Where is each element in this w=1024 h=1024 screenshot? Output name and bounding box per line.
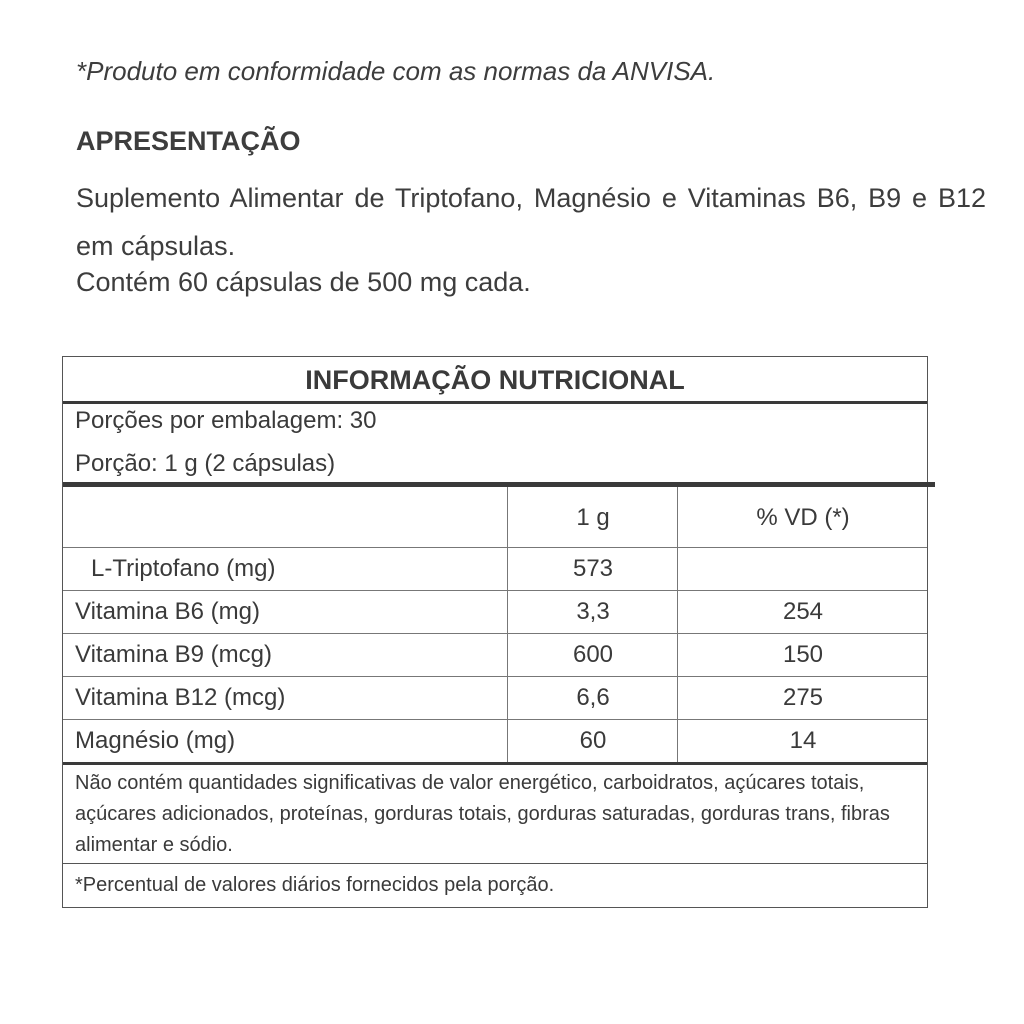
table-row-amount: 6,6 (576, 684, 610, 711)
table-row-dv: 150 (782, 641, 824, 668)
table-row-amount: 3,3 (576, 598, 610, 625)
dv-footnote: *Percentual de valores diários fornecidos pela porção. (75, 874, 555, 896)
presentation-contents: Contém 60 cápsulas de 500 mg cada. (76, 267, 531, 297)
nutrition-facts-table (62, 356, 928, 908)
presentation-heading: APRESENTAÇÃO (76, 126, 301, 156)
column-header-dv: % VD (*) (756, 504, 850, 531)
table-row-name: Vitamina B9 (mcg) (75, 641, 272, 668)
table-row-name: Vitamina B12 (mcg) (75, 684, 286, 711)
table-row-name: L-Triptofano (mg) (91, 555, 276, 582)
anvisa-disclaimer: *Produto em conformidade com as normas da ANVISA. (76, 56, 716, 86)
table-row-name: Vitamina B6 (mg) (75, 598, 260, 625)
table-row-name: Magnésio (mg) (75, 727, 236, 754)
table-row-dv: 275 (782, 684, 824, 711)
not-significant-note: Não contém quantidades significativas de valor energético, carboidratos, açúcares totais, açúcares adicionados, proteínas, gorduras totais, gorduras saturadas, gorduras trans, fibras alimentar e sódio. (75, 772, 890, 856)
table-row-dv: 254 (782, 598, 824, 625)
serving-size: Porção: 1 g (2 cápsulas) (75, 450, 336, 477)
table-row-amount: 60 (579, 727, 607, 754)
serving-divider (63, 482, 935, 487)
column-header-amount: 1 g (576, 504, 610, 531)
nutrition-title: INFORMAÇÃO NUTRICIONAL (305, 365, 685, 395)
row-divider (63, 863, 927, 864)
servings-per-package: Porções por embalagem: 30 (75, 407, 377, 434)
title-divider (63, 401, 927, 404)
table-row-amount: 600 (572, 641, 614, 668)
table-row-amount: 573 (572, 555, 614, 582)
presentation-description: Suplemento Alimentar de Triptofano, Magnésio e Vitaminas B6, B9 e B12 em cápsulas. (76, 183, 986, 261)
table-row-dv: 14 (789, 727, 817, 754)
column-header-name (75, 496, 505, 539)
table-row-dv (678, 547, 928, 590)
data-divider (63, 762, 927, 765)
